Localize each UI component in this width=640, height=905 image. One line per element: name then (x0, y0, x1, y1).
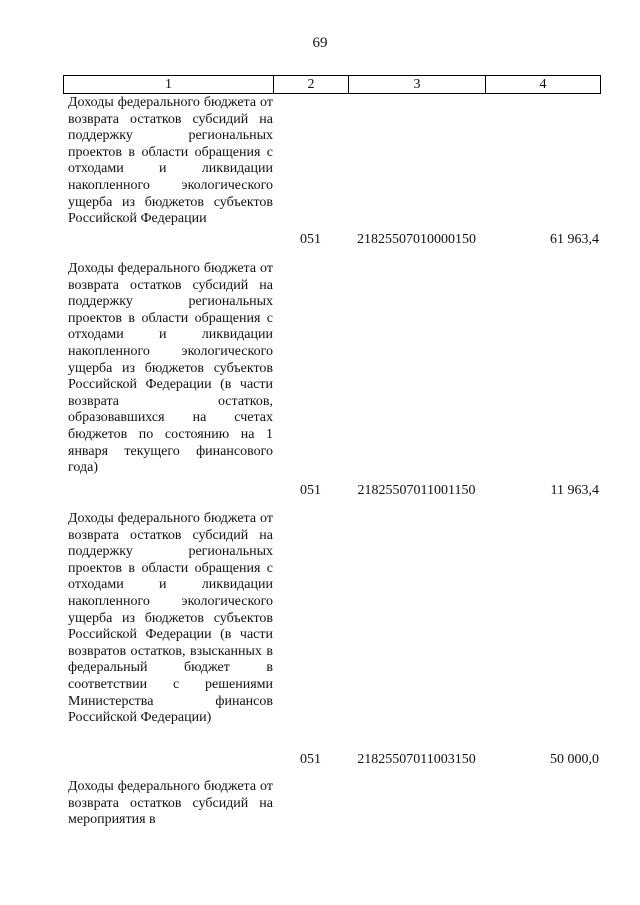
row-admin-code: 051 (300, 232, 321, 247)
row-amount: 50 000,0 (550, 752, 599, 767)
page-number: 69 (312, 35, 328, 51)
row-description: Доходы федерального бюджета от возврата остатков субсидий на поддержку региональных проектов в области обращения с отходами и ликвидации накопленного экологического ущерба из бюджетов субъектов Российской Федерации (в части возвратов остатков, взысканных в федеральный бюджет в соответствии с решениями Министерства финансов Российской Федерации) (68, 511, 273, 726)
row-admin-code: 051 (300, 483, 321, 498)
row-amount: 11 963,4 (550, 483, 599, 498)
column-header-1: 1 (64, 76, 274, 93)
row-amount: 61 963,4 (550, 232, 599, 247)
row-kbk-code: 21825507011003150 (357, 752, 476, 767)
row-kbk-code: 21825507010000150 (357, 232, 476, 247)
row-description: Доходы федерального бюджета от возврата остатков субсидий на поддержку региональных проектов в области обращения с отходами и ликвидации накопленного экологического ущерба из бюджетов субъектов Российской Федерации (в части возврата остатков, образовавшихся на счетах бюджетов по состоянию на 1 января текущего финансового года) (68, 261, 273, 476)
row-description: Доходы федерального бюджета от возврата остатков субсидий на мероприятия в (68, 779, 273, 828)
column-header-4: 4 (539, 76, 547, 92)
table-header (63, 75, 601, 94)
column-header-3: 3 (349, 76, 486, 93)
row-kbk-code: 21825507011001150 (357, 483, 476, 498)
row-admin-code: 051 (300, 752, 321, 767)
row-description: Доходы федерального бюджета от возврата остатков субсидий на поддержку региональных проектов в области обращения с отходами и ликвидации накопленного экологического ущерба из бюджетов субъектов Российской Федерации (68, 95, 273, 227)
column-header-2: 2 (274, 76, 349, 93)
